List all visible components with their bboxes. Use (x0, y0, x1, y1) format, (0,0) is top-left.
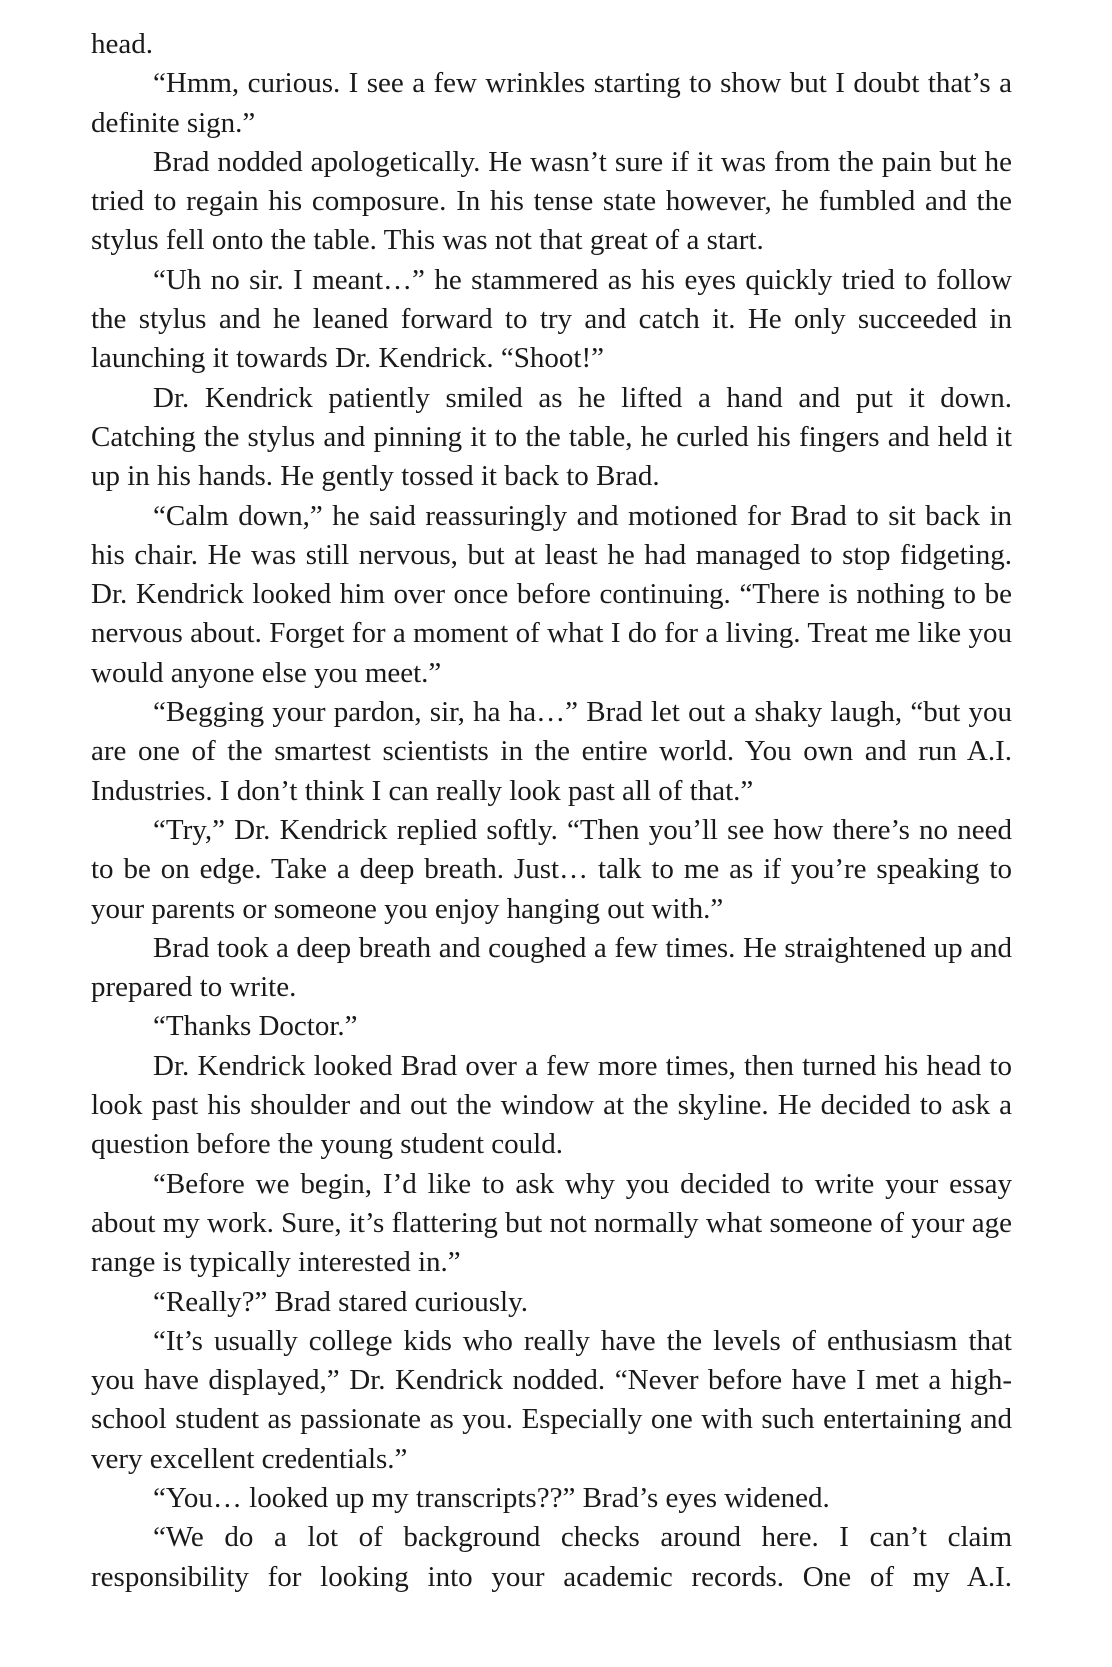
paragraph: “You… looked up my transcripts??” Brad’s eyes widened. (153, 1481, 830, 1514)
paragraph: “Really?” Brad stared curiously. (153, 1285, 528, 1318)
paragraph: Brad took a deep breath and coughed a few times. He straightened up and prepared to write. (91, 931, 1012, 1004)
paragraph: “Hmm, curious. I see a few wrinkles starting to show but I doubt that’s a definite sign.” (91, 67, 1012, 139)
paragraph-continuation: head. (91, 28, 153, 60)
paragraph: “Begging your pardon, sir, ha ha…” Brad let out a shaky laugh, “but you are one of the smartest scientists in the entire world. You own and run A.I. Industries. I don’t think I can really look past all of that.” (91, 696, 1012, 807)
paragraph-continues-next-page: “We do a lot of background checks around here. I can’t claim responsibility for looking into your academic records. One of my A.I. (91, 1521, 1012, 1593)
paragraph: “Before we begin, I’d like to ask why you decided to write your essay about my work. Sure, it’s flattering but not normally what someone of your age range is typically interested in.” (91, 1167, 1012, 1279)
paragraph: “Uh no sir. I meant…” he stammered as his eyes quickly tried to follow the stylus and he leaned forward to try and catch it. He only succeeded in launching it towards Dr. Kendrick. “Shoot!” (91, 263, 1012, 375)
book-page (91, 25, 1012, 1597)
paragraph: “It’s usually college kids who really have the levels of enthusiasm that you have displayed,” Dr. Kendrick nodded. “Never before have I met a high-school student as passionate as you. Especially one with such entertaining and very excellent credentials.” (91, 1324, 1012, 1475)
paragraph: Dr. Kendrick patiently smiled as he lifted a hand and put it down. Catching the stylus and pinning it to the table, he curled his fingers and held it up in his hands. He gently tossed it back to Brad. (91, 381, 1012, 493)
paragraph: Dr. Kendrick looked Brad over a few more times, then turned his head to look past his shoulder and out the window at the skyline. He decided to ask a question before the young student could. (91, 1049, 1012, 1161)
paragraph: “Try,” Dr. Kendrick replied softly. “Then you’ll see how there’s no need to be on edge. Take a deep breath. Just… talk to me as if you’re speaking to your parents or someone you enjoy hanging out with.” (91, 813, 1012, 925)
paragraph: “Thanks Doctor.” (153, 1010, 358, 1043)
paragraph: Brad nodded apologetically. He wasn’t sure if it was from the pain but he tried to regain his composure. In his tense state however, he fumbled and the stylus fell onto the table. This was not that great of a start. (91, 145, 1012, 257)
paragraph: “Calm down,” he said reassuringly and motioned for Brad to sit back in his chair. He was still nervous, but at least he had managed to stop fidgeting. Dr. Kendrick looked him over once before continuing. “There is nothing to be nervous about. Forget for a moment of what I do for a living. Treat me like you would anyone else you meet.” (91, 499, 1012, 689)
